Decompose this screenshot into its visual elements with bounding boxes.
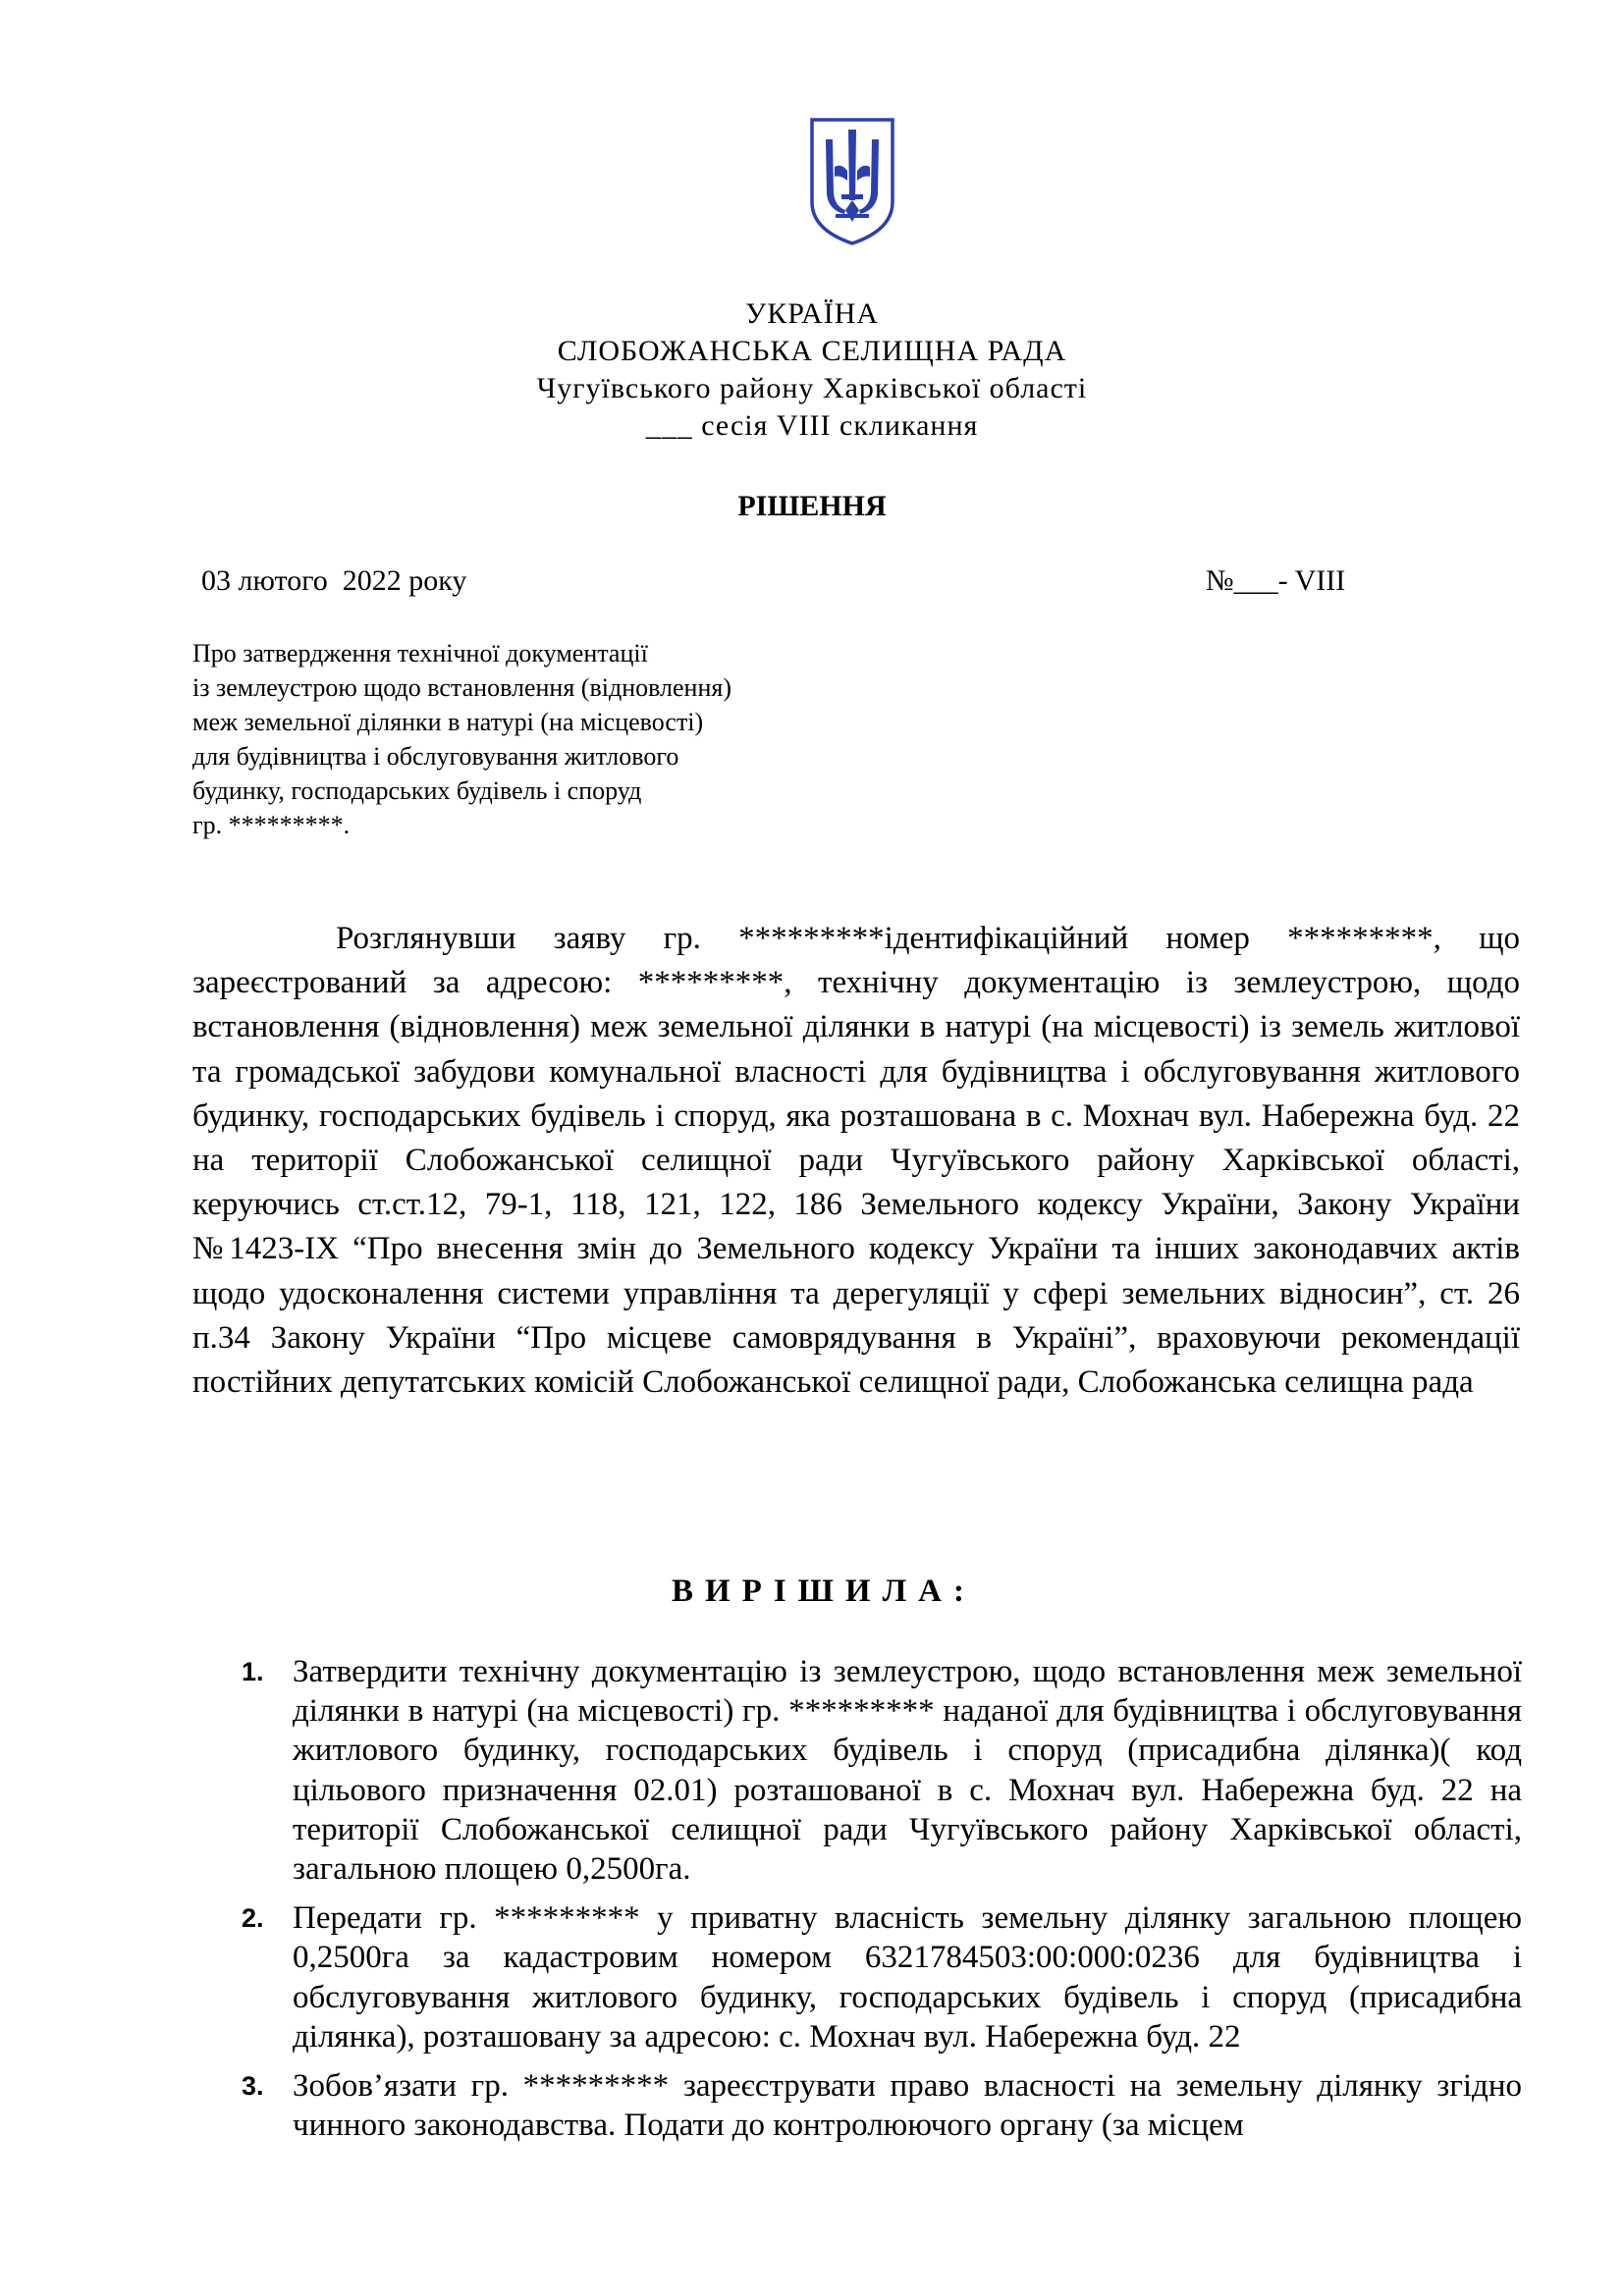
country-name: УКРАЇНА [744, 297, 880, 330]
council-name: СЛОБОЖАНСЬКА СЕЛИЩНА РАДА [557, 335, 1067, 367]
item-number: 3. [242, 2071, 264, 2102]
header [0, 295, 1624, 445]
decision-subject [192, 636, 899, 842]
decision-items-list [236, 1652, 1522, 2155]
subject-line: гр. *********. [192, 811, 351, 839]
item-number: 2. [242, 1903, 264, 1934]
document-title: РІШЕННЯ [737, 490, 887, 522]
item-text: Передати гр. ********* у приватну власність земельну ділянку загальною площею 0,2500га за кадастровим номером 6321784503:00:000:0236 для будівництва і обслуговування житлового будинку, господарських будівель і споруд (присадибна ділянка), розташовану за адресою: с. Мохнач вул. Набережна буд. 22 [293, 1900, 1522, 2055]
subject-line: будинку, господарських будівель і споруд [192, 776, 642, 805]
item-text: Зобов’язати гр. ********* зареєструвати право власності на земельну ділянку згідно чинного законодавства. Подати до контролюючого органу (за місцем [293, 2068, 1522, 2144]
item-text: Затвердити технічну документацію із землеустрою, щодо встановлення меж земельної ділянки в натурі (на місцевості) гр. ********* наданої для будівництва і обслуговування житлового будинку, господарських будівель і споруд (присадибна ділянка)( код цільового призначення 02.01) розташованої в с. Мохнач вул. Набережна буд. 22 на території Слобожанської селищної ради Чугуївського району Харківської області, загальною площею 0,2500га. [293, 1654, 1522, 1888]
session-line: ___ сесія VIII скликання [645, 409, 979, 442]
tryzub-emblem-icon [808, 116, 896, 247]
subject-line: Про затвердження технічної документації [192, 639, 648, 667]
resolved-heading: ВИРІШИЛА: [672, 1574, 976, 1609]
list-item [236, 1652, 1522, 1889]
document-number: №___- VIII [1206, 564, 1346, 597]
list-item [236, 1898, 1522, 2056]
document-date: 03 лютого 2022 року [201, 564, 467, 597]
subject-line: із землеустрою щодо встановлення (відновлення) [192, 673, 731, 702]
item-number: 1. [242, 1657, 264, 1686]
district-name: Чугуївського району Харківської області [536, 372, 1088, 404]
list-item [236, 2066, 1522, 2145]
subject-line: меж земельної ділянки в натурі (на місцевості) [192, 708, 704, 736]
preamble-paragraph: Розглянувши заяву гр. *********ідентифікаційний номер *********, що зареєстрований за адресою: *********, технічну документацію із землеустрою, щодо встановлення (відновлення) меж земельної ділянки в натурі (на місцевості) із земель житлової та громадської забудови комунальної власності для будівництва і обслуговування житлового будинку, господарських будівель і споруд, яка розташована в с. Мохнач вул. Набережна буд. 22 на території Слобожанської селищної ради Чугуївського району Харківської області, керуючись ст.ст.12, 79-1, 118, 121, 122, 186 Земельного кодексу України, Закону України №1423-IX “Про внесення змін до Земельного кодексу України та інших законодавчих актів щодо удосконалення системи управління та дерегуляції у сфері земельних відносин”, ст. 26 п.34 Закону України “Про місцеве самоврядування в Україні”, враховуючи рекомендації постійних депутатських комісій Слобожанської селищної ради, Слобожанська селищна рада [192, 921, 1520, 1401]
subject-line: для будівництва і обслуговування житлового [192, 742, 679, 771]
